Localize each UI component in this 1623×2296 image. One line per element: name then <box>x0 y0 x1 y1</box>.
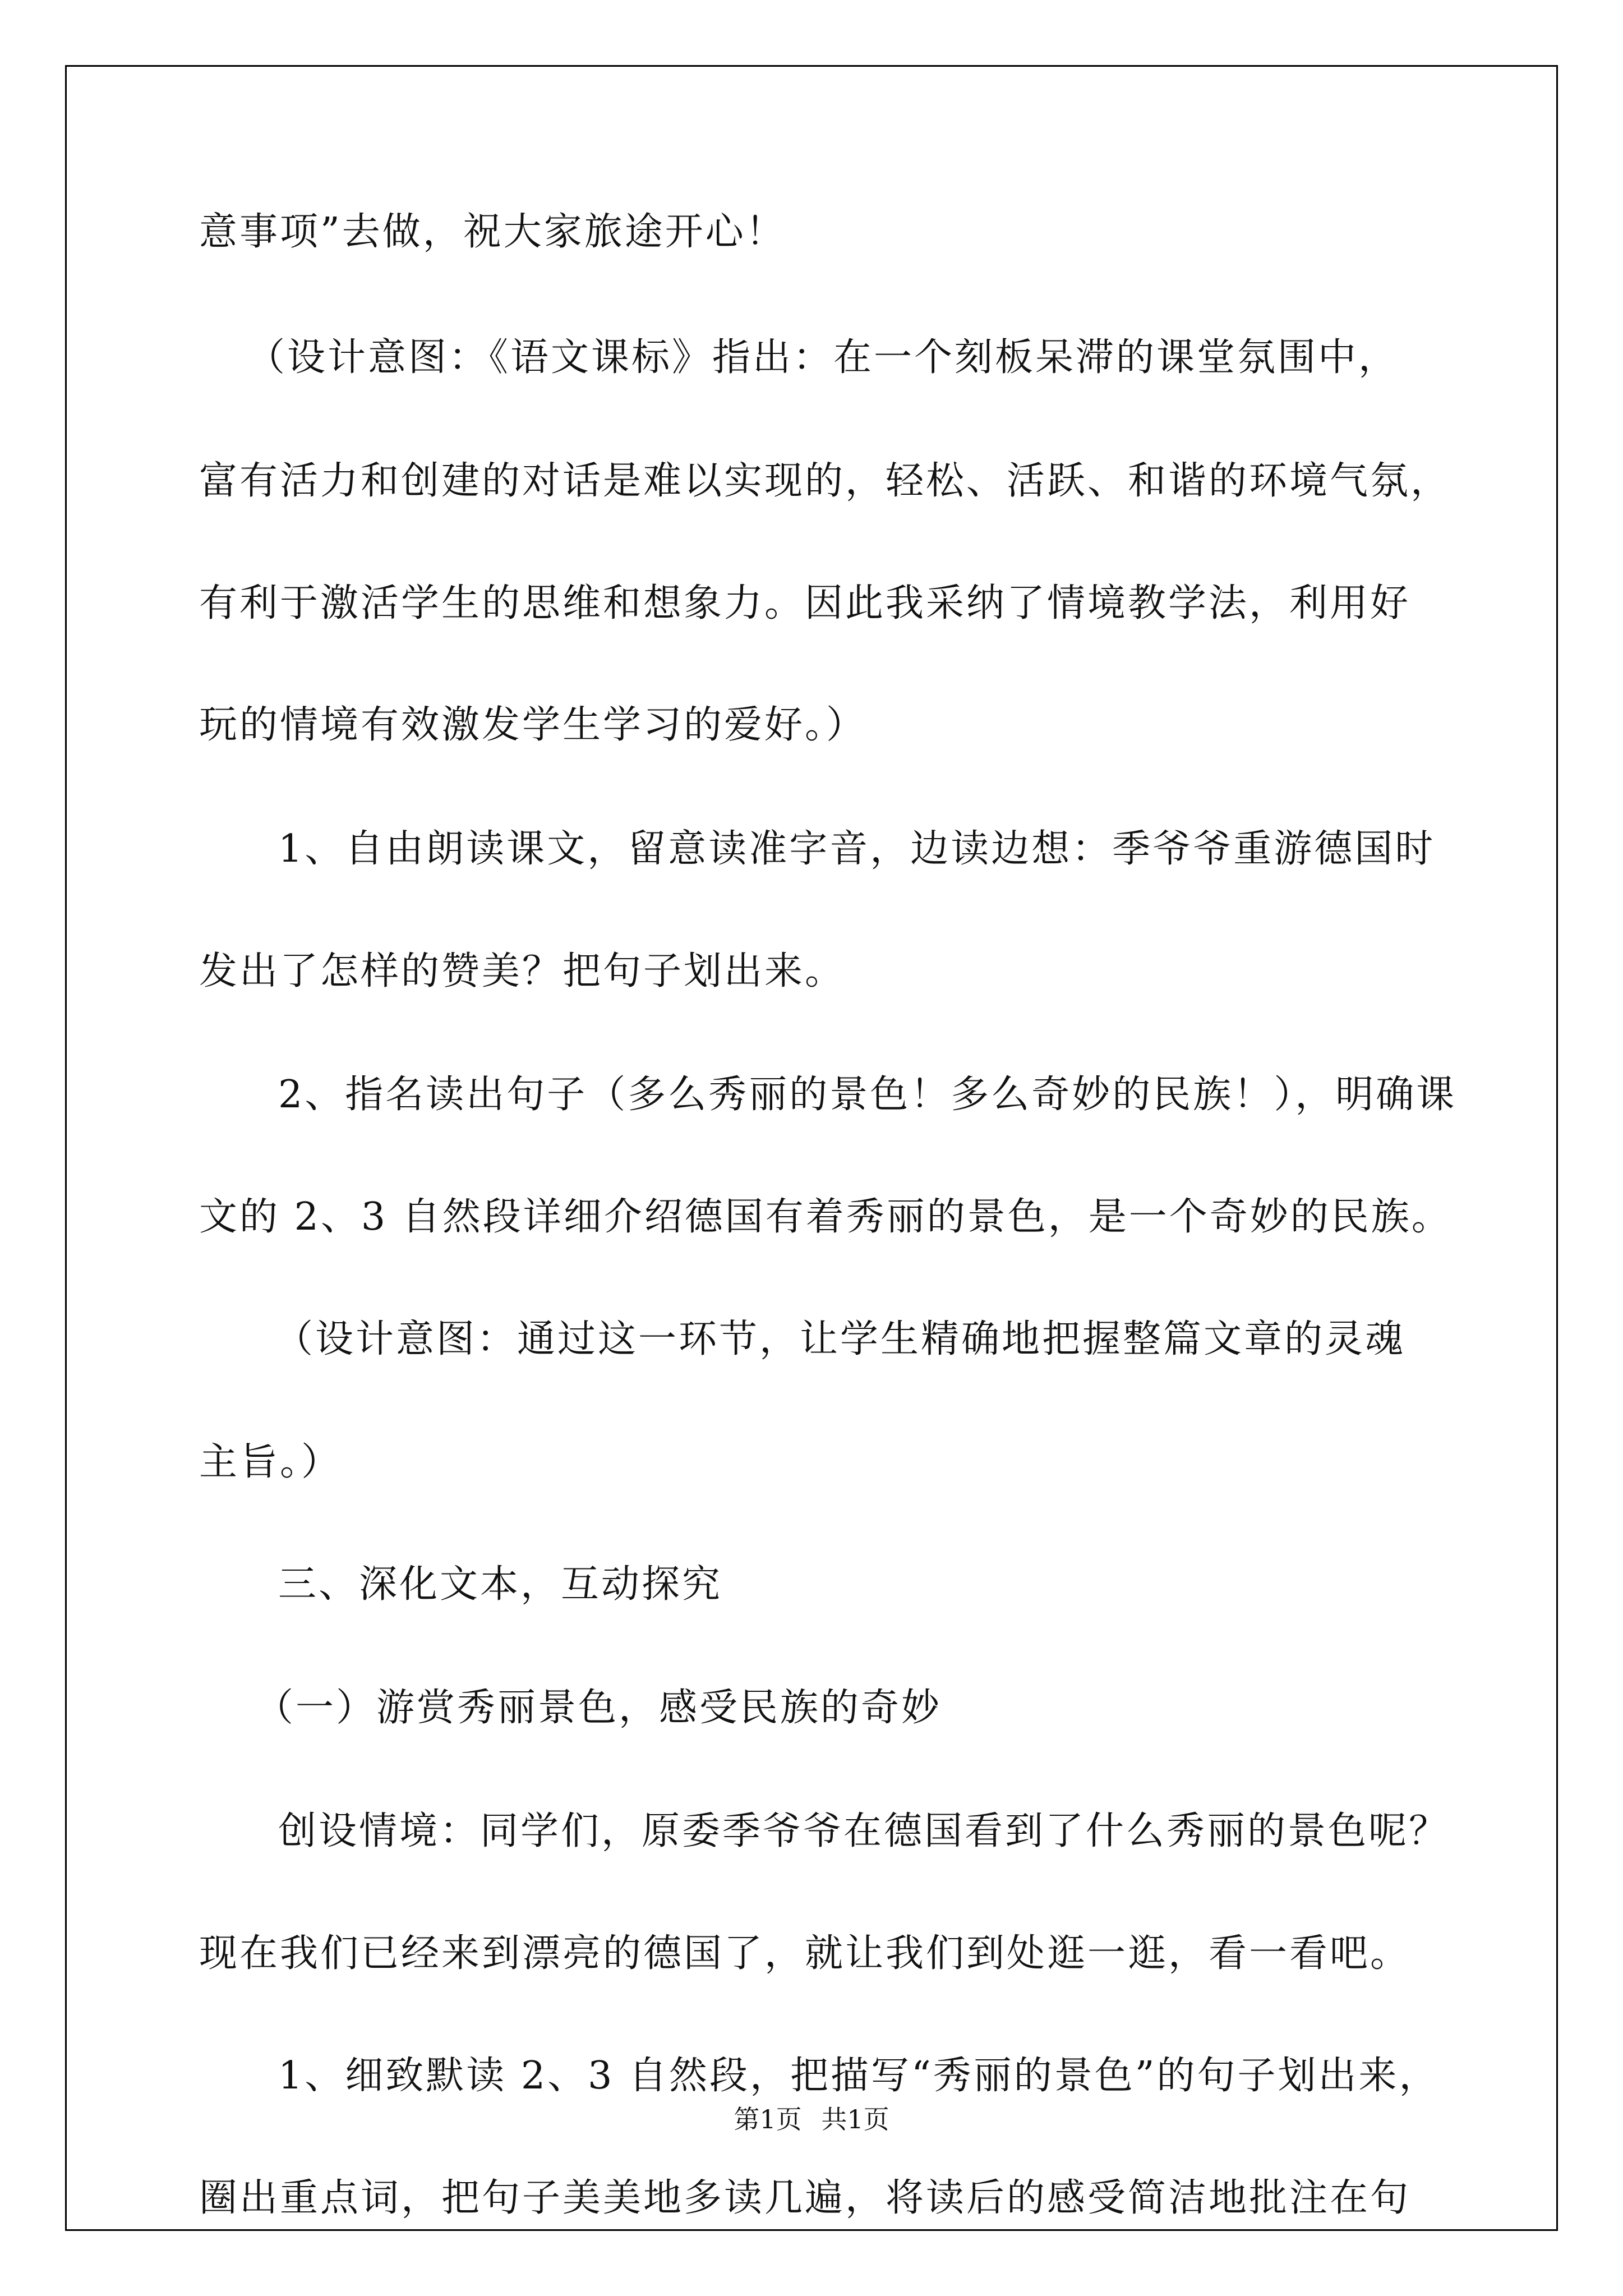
text-line-16: 1、细致默读 2、3 自然段，把描写“秀丽的景色”的句子划出来， <box>278 2054 1440 2098</box>
text-line-14: 创设情境：同学们，原委季爷爷在德国看到了什么秀丽的景色呢？ <box>278 1809 1450 1853</box>
text-line-1: 意事项”去做，祝大家旅途开心！ <box>199 210 786 254</box>
text-line-2: （设计意图：《语文课标》指出：在一个刻板呆滞的课堂氛围中， <box>247 335 1399 380</box>
text-line-17: 圈出重点词，把句子美美地多读几遍，将读后的感受简洁地批注在句 <box>199 2176 1411 2220</box>
text-line-6: 1、自由朗读课文，留意读准字音，边读边想：季爷爷重游德国时 <box>278 827 1436 871</box>
text-line-4: 有利于激活学生的思维和想象力。因此我采纳了情境教学法，利用好 <box>199 581 1411 625</box>
text-line-10: （设计意图：通过这一环节，让学生精确地把握整篇文章的灵魂 <box>275 1317 1406 1361</box>
text-line-7: 发出了怎样的赞美？把句子划出来。 <box>199 949 846 993</box>
page-footer <box>0 2102 1623 2136</box>
section-heading: 三、深化文本，互动探究 <box>278 1562 723 1607</box>
page-total: 共1页 <box>821 2104 889 2134</box>
text-line-3: 富有活力和创建的对话是难以实现的，轻松、活跃、和谐的环境气氛， <box>199 459 1451 503</box>
text-line-8: 2、指名读出句子（多么秀丽的景色！多么奇妙的民族！），明确课 <box>278 1073 1457 1117</box>
text-line-5: 玩的情境有效激发学生学习的爱好。） <box>199 703 867 747</box>
text-line-9: 文的 2、3 自然段详细介绍德国有着秀丽的景色，是一个奇妙的民族。 <box>199 1195 1452 1239</box>
text-line-15: 现在我们已经来到漂亮的德国了，就让我们到处逛一逛，看一看吧。 <box>199 1931 1411 1976</box>
page-number: 第1页 <box>734 2104 802 2134</box>
page-border <box>65 65 1558 2231</box>
subsection-heading: （一）游赏秀丽景色，感受民族的奇妙 <box>255 1686 942 1730</box>
text-line-11: 主旨。） <box>199 1440 342 1484</box>
